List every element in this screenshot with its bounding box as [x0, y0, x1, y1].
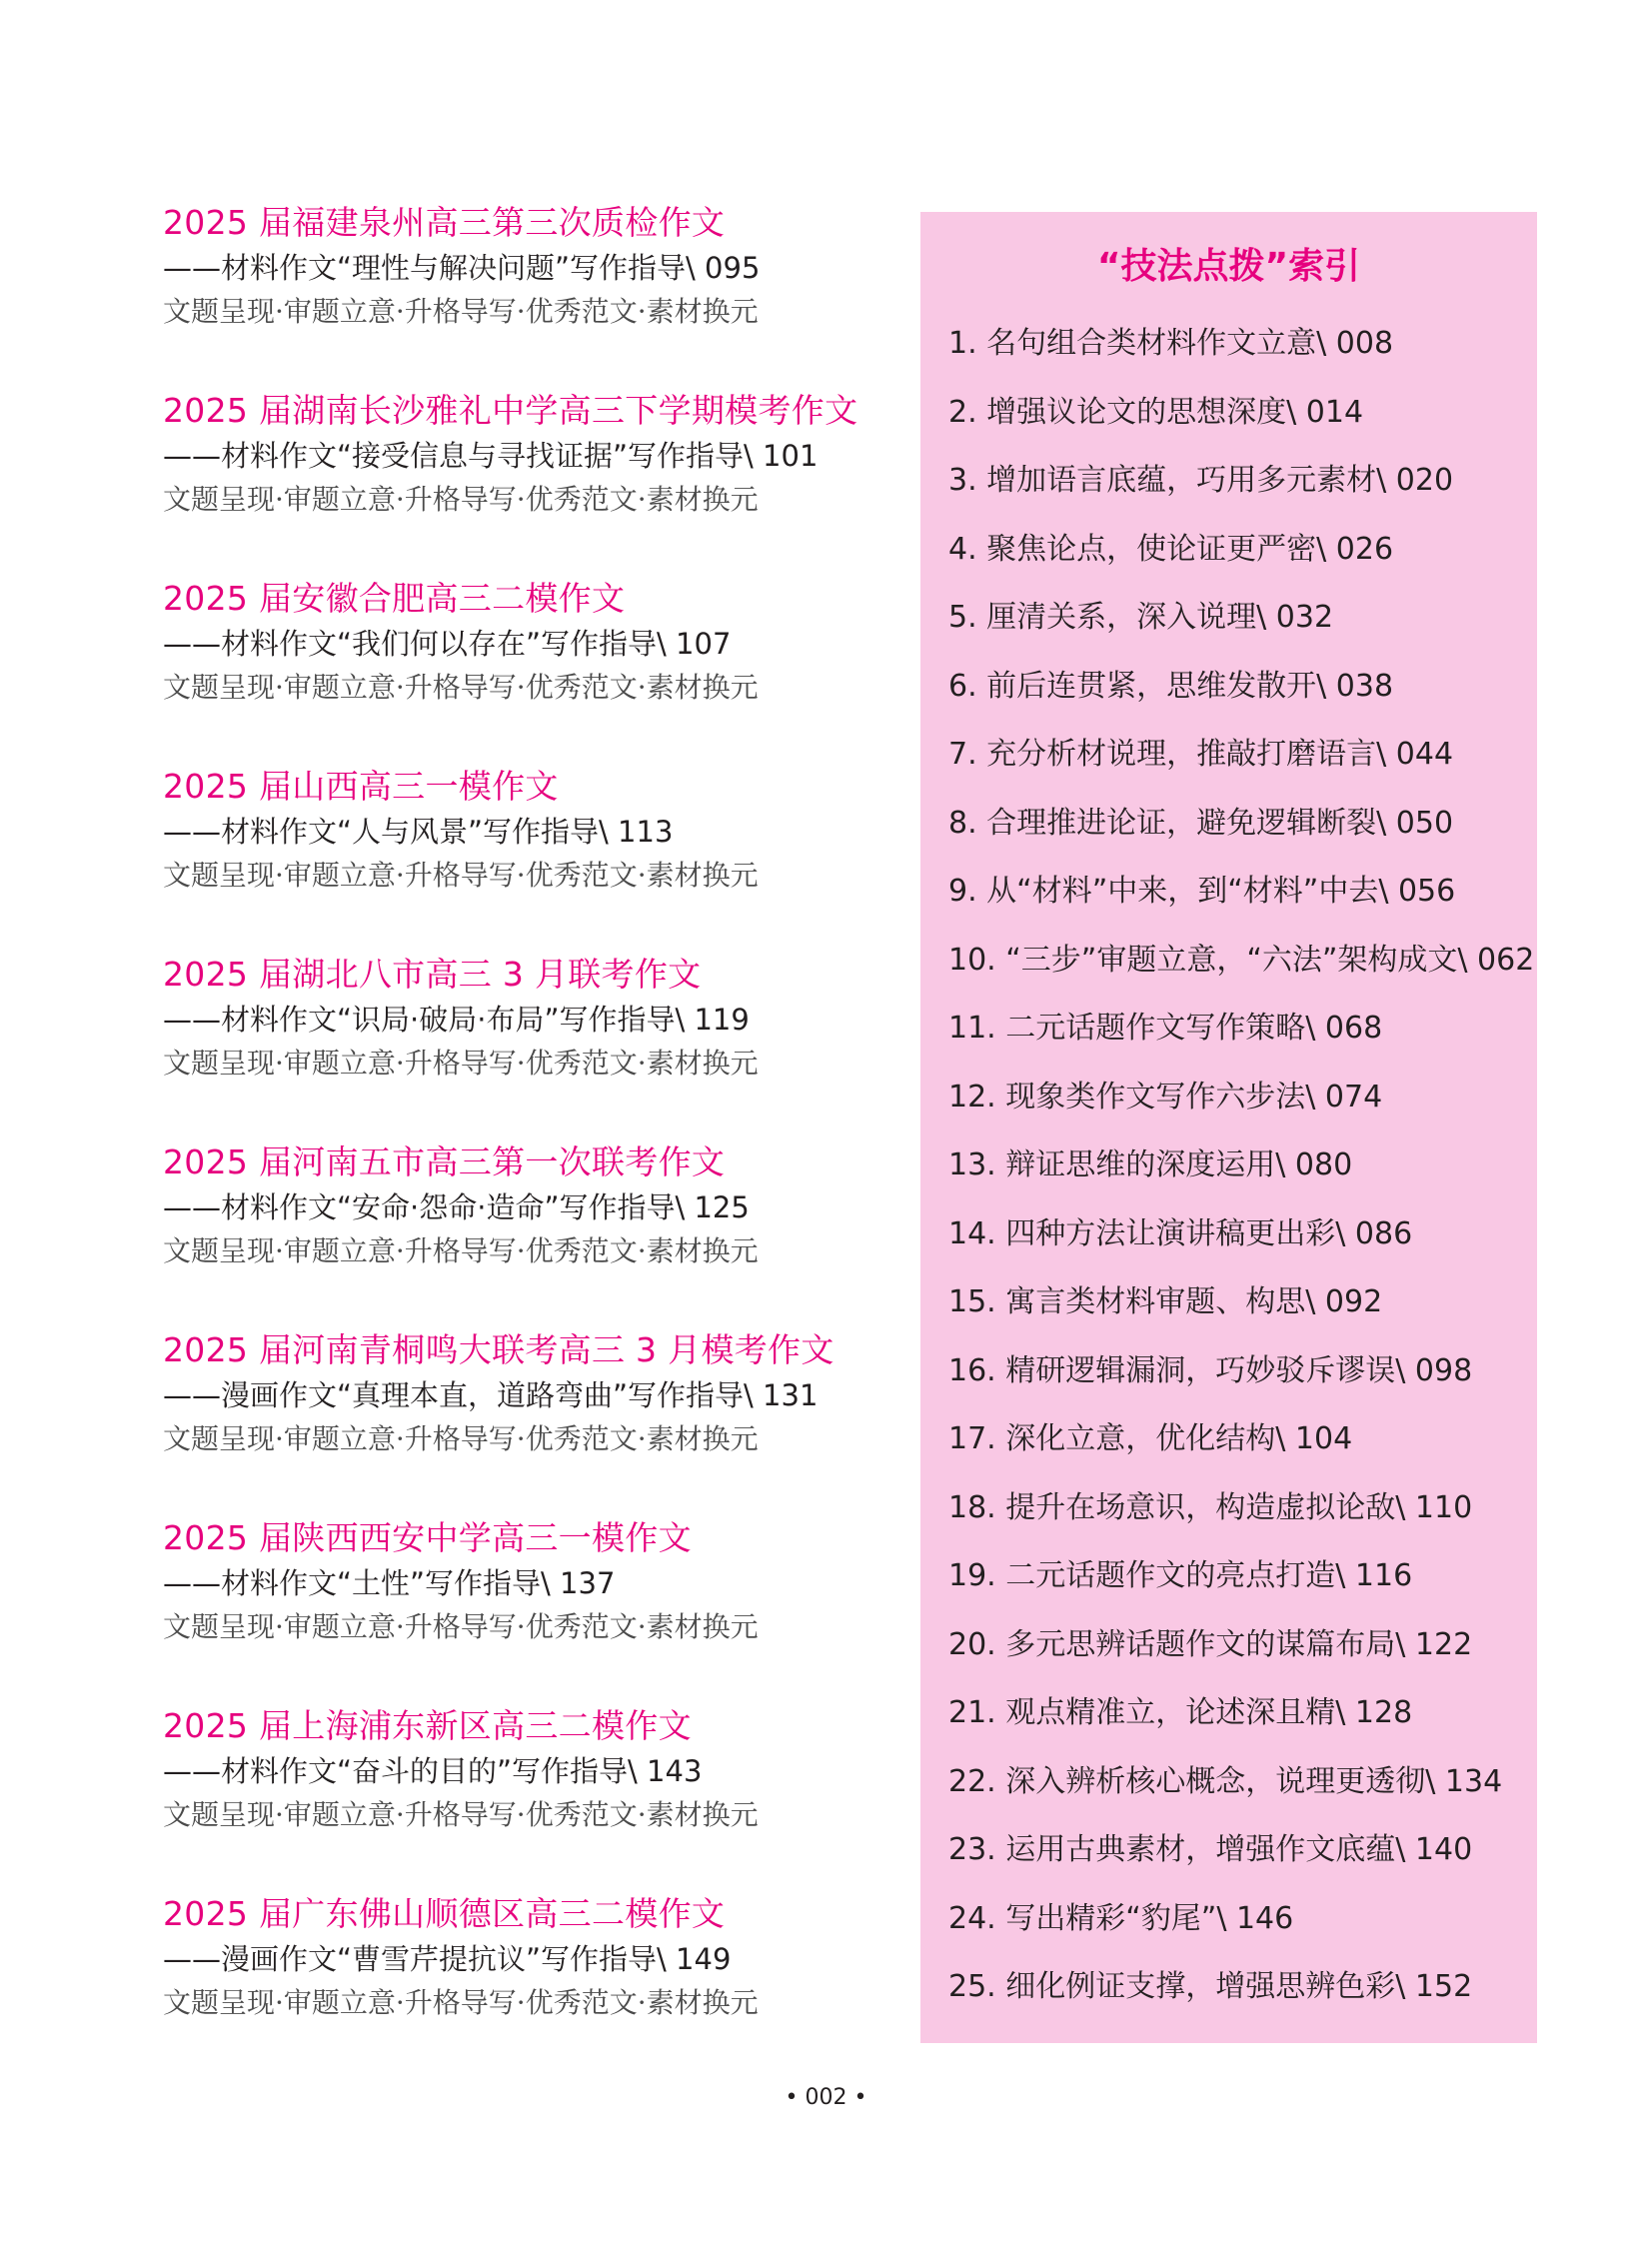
entry-title: 2025 届河南五市高三第一次联考作文: [163, 1142, 726, 1181]
entry-subtitle: ——材料作文“接受信息与寻找证据”写作指导\ 101: [163, 439, 819, 473]
entry-sections: 文题呈现·审题立意·升格导写·优秀范文·素材换元: [163, 1422, 759, 1455]
entry-sections: 文题呈现·审题立意·升格导写·优秀范文·素材换元: [163, 1798, 759, 1831]
entry-title: 2025 届湖北八市高三 3 月联考作文: [163, 955, 702, 994]
essay-guide-entry: [163, 1891, 922, 2079]
entry-sections: 文题呈现·审题立意·升格导写·优秀范文·素材换元: [163, 1047, 759, 1080]
index-item: 11. 二元话题作文写作策略\ 068: [948, 1011, 1383, 1046]
index-item: 18. 提升在场意识，构造虚拟论敌\ 110: [948, 1489, 1473, 1525]
essay-guide-entry: [163, 576, 922, 764]
technique-index-list: [948, 310, 1534, 2022]
entry-title: 2025 届安徽合肥高三二模作文: [163, 579, 626, 618]
index-item: 6. 前后连贯紧，思维发散开\ 038: [948, 668, 1394, 704]
technique-index-panel: [920, 212, 1537, 2043]
essay-guide-entry: [163, 952, 922, 1139]
index-item: 2. 增强议论文的思想深度\ 014: [948, 394, 1364, 430]
index-item: 13. 辩证思维的深度运用\ 080: [948, 1147, 1353, 1182]
entry-subtitle: ——漫画作文“真理本直，道路弯曲”写作指导\ 131: [163, 1378, 819, 1412]
index-item: 21. 观点精准立，论述深且精\ 128: [948, 1695, 1413, 1730]
index-item: 5. 厘清关系，深入说理\ 032: [948, 600, 1334, 635]
index-item: 9. 从“材料”中来，到“材料”中去\ 056: [948, 874, 1456, 909]
entry-subtitle: ——材料作文“理性与解决问题”写作指导\ 095: [163, 251, 761, 285]
index-item: 24. 写出精彩“豹尾”\ 146: [948, 1900, 1294, 1936]
entry-title: 2025 届湖南长沙雅礼中学高三下学期模考作文: [163, 391, 858, 430]
index-item: 25. 细化例证支撑，增强思辨色彩\ 152: [948, 1969, 1473, 2004]
entry-sections: 文题呈现·审题立意·升格导写·优秀范文·素材换元: [163, 1234, 759, 1267]
index-item: 16. 精研逻辑漏洞，巧妙驳斥谬误\ 098: [948, 1352, 1473, 1388]
entry-subtitle: ——材料作文“我们何以存在”写作指导\ 107: [163, 627, 732, 661]
index-item: 14. 四种方法让演讲稿更出彩\ 086: [948, 1215, 1413, 1251]
entry-subtitle: ——材料作文“奋斗的目的”写作指导\ 143: [163, 1754, 703, 1788]
entry-subtitle: ——材料作文“识局·破局·布局”写作指导\ 119: [163, 1003, 750, 1037]
entry-title: 2025 届陕西西安中学高三一模作文: [163, 1518, 692, 1557]
entry-title: 2025 届福建泉州高三第三次质检作文: [163, 203, 726, 242]
entry-title: 2025 届广东佛山顺德区高三二模作文: [163, 1894, 726, 1933]
index-item: 20. 多元思辨话题作文的谋篇布局\ 122: [948, 1626, 1473, 1662]
index-item: 12. 现象类作文写作六步法\ 074: [948, 1079, 1383, 1115]
index-item: 15. 寓言类材料审题、构思\ 092: [948, 1284, 1383, 1319]
entry-sections: 文题呈现·审题立意·升格导写·优秀范文·素材换元: [163, 483, 759, 516]
entry-subtitle: ——材料作文“安命·怨命·造命”写作指导\ 125: [163, 1190, 750, 1224]
entry-sections: 文题呈现·审题立意·升格导写·优秀范文·素材换元: [163, 295, 759, 328]
essay-guide-entry: [163, 1515, 922, 1703]
index-item: 3. 增加语言底蕴，巧用多元素材\ 020: [948, 463, 1454, 498]
entry-title: 2025 届上海浦东新区高三二模作文: [163, 1706, 692, 1745]
entry-sections: 文题呈现·审题立意·升格导写·优秀范文·素材换元: [163, 859, 759, 892]
essay-guide-entry: [163, 200, 922, 388]
index-item: 8. 合理推进论证，避免逻辑断裂\ 050: [948, 805, 1454, 841]
essay-guide-entry: [163, 1139, 922, 1327]
index-item: 1. 名句组合类材料作文立意\ 008: [948, 326, 1394, 361]
page-number: • 002 •: [785, 2085, 867, 2110]
essay-guide-entry: [163, 388, 922, 576]
index-item: 23. 运用古典素材，增强作文底蕴\ 140: [948, 1832, 1473, 1867]
index-item: 10. “三步”审题立意，“六法”架构成文\ 062: [948, 942, 1535, 978]
essay-guide-entry: [163, 764, 922, 952]
entry-subtitle: ——漫画作文“曹雪芹提抗议”写作指导\ 149: [163, 1942, 732, 1976]
entry-sections: 文题呈现·审题立意·升格导写·优秀范文·素材换元: [163, 1610, 759, 1643]
essay-guide-list: [163, 200, 922, 2079]
entry-sections: 文题呈现·审题立意·升格导写·优秀范文·素材换元: [163, 1986, 759, 2019]
entry-sections: 文题呈现·审题立意·升格导写·优秀范文·素材换元: [163, 671, 759, 704]
entry-subtitle: ——材料作文“土性”写作指导\ 137: [163, 1566, 616, 1600]
index-item: 19. 二元话题作文的亮点打造\ 116: [948, 1558, 1413, 1593]
index-item: 17. 深化立意，优化结构\ 104: [948, 1421, 1353, 1456]
index-item: 22. 深入辨析核心概念，说理更透彻\ 134: [948, 1763, 1503, 1799]
technique-index-title: “技法点拨”索引: [1096, 246, 1361, 287]
index-item: 7. 充分析材说理，推敲打磨语言\ 044: [948, 737, 1454, 772]
entry-title: 2025 届山西高三一模作文: [163, 767, 559, 806]
essay-guide-entry: [163, 1703, 922, 1891]
entry-subtitle: ——材料作文“人与风景”写作指导\ 113: [163, 815, 674, 849]
entry-title: 2025 届河南青桐鸣大联考高三 3 月模考作文: [163, 1330, 834, 1369]
index-item: 4. 聚焦论点，使论证更严密\ 026: [948, 531, 1394, 567]
essay-guide-entry: [163, 1327, 922, 1515]
